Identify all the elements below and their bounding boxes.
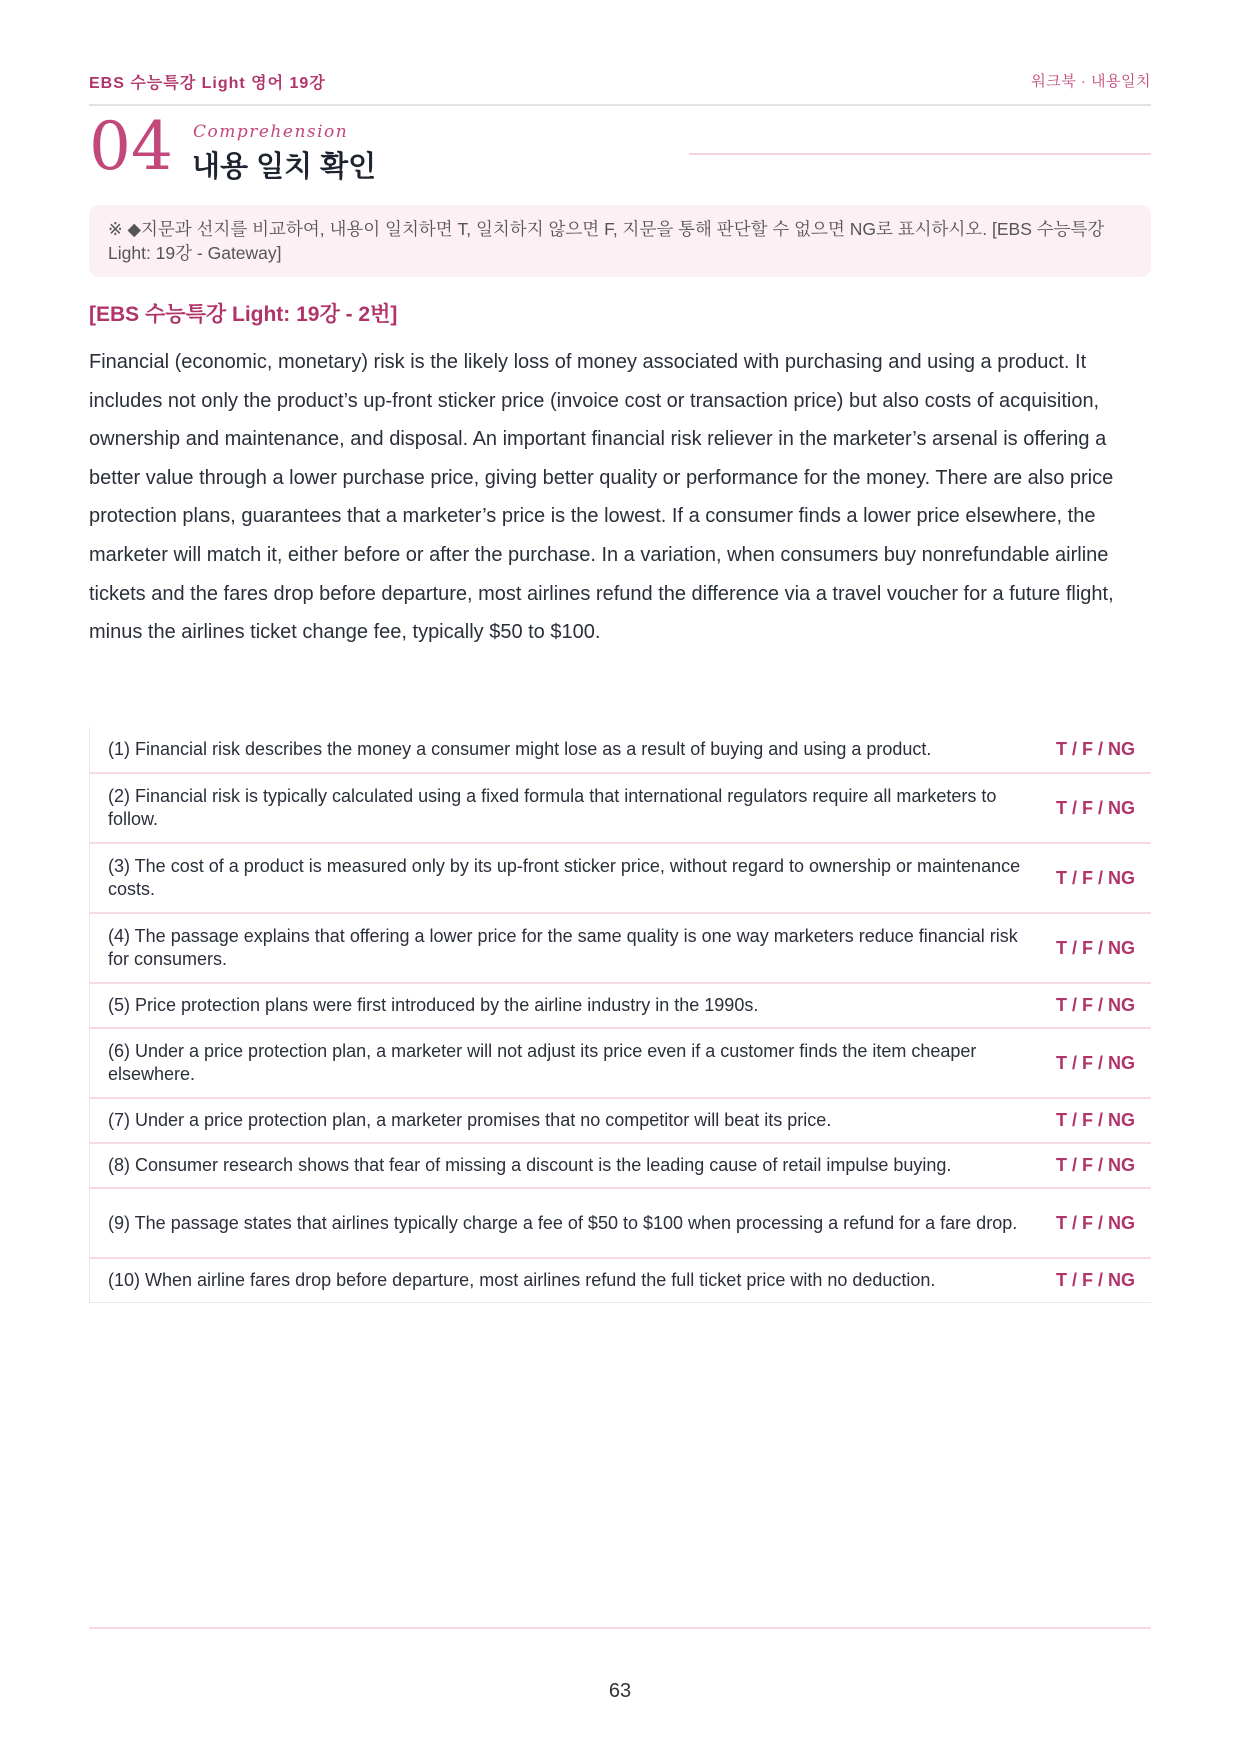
page-number: 63 — [608, 1680, 632, 1702]
question-text: (4) The passage explains that offering a lower price for the same quality is one way marketers reduce financial risk for consumers. — [108, 926, 1018, 969]
question-text: (1) Financial risk describes the money a consumer might lose as a result of buying and using a product. — [108, 739, 932, 759]
answer-options[interactable]: T / F / NG — [1056, 1110, 1135, 1130]
answer-options[interactable]: T / F / NG — [1056, 797, 1135, 818]
question-text: (5) Price protection plans were first introduced by the airline industry in the 1990s. — [108, 995, 759, 1015]
instruction-box — [89, 205, 1151, 277]
question-row — [89, 1142, 1151, 1187]
section-number: 04 — [89, 108, 173, 185]
answer-options[interactable]: T / F / NG — [1056, 1270, 1135, 1290]
question-row — [89, 1257, 1151, 1302]
answer-options[interactable]: T / F / NG — [1056, 995, 1135, 1015]
question-text: (9) The passage states that airlines typically charge a fee of $50 to $100 when processing a refund for a fare drop. — [108, 1212, 1018, 1233]
question-row — [89, 1027, 1151, 1097]
page-header — [89, 66, 1151, 106]
question-row — [89, 1187, 1151, 1257]
answer-options[interactable]: T / F / NG — [1056, 1212, 1135, 1233]
source-title: [EBS 수능특강 Light: 19강 - 2번] — [89, 303, 398, 326]
answer-options[interactable]: T / F / NG — [1056, 739, 1135, 759]
header-section-label: 워크북 · 내용일치 — [1031, 73, 1151, 90]
header-book-title: EBS 수능특강 Light 영어 19강 — [89, 75, 326, 92]
question-text: (7) Under a price protection plan, a marketer promises that no competitor will beat its price. — [108, 1110, 832, 1130]
passage-text: Financial (economic, monetary) risk is the likely loss of money associated with purchasing and using a product. It includes not only the product’s up-front sticker price (invoice cost or transaction price) but also costs of acquisition, ownership and maintenance, and disposal. An important financial risk reliever in the marketer’s arsenal is offering a better value through a lower purchase price, giving better quality or performance for the money. There are also price protection plans, guarantees that a marketer’s price is the lowest. If a consumer finds a lower price elsewhere, the marketer will match it, either before or after the purchase. In a variation, when consumers buy nonrefundable airline tickets and the fares drop before departure, most airlines refund the difference via a travel voucher for a future flight, minus the airlines ticket change fee, typically $50 to $100. — [89, 351, 1114, 644]
footer-divider — [89, 1627, 1151, 1629]
question-text: (6) Under a price protection plan, a marketer will not adjust its price even if a customer finds the item cheaper elsewhere. — [108, 1041, 977, 1084]
answer-options[interactable]: T / F / NG — [1056, 937, 1135, 958]
question-text: (2) Financial risk is typically calculated using a fixed formula that international regulators require all marketers to follow. — [108, 786, 997, 829]
answer-options[interactable]: T / F / NG — [1056, 1155, 1135, 1175]
answer-options[interactable]: T / F / NG — [1056, 1052, 1135, 1073]
instruction-text: ※ ◆지문과 선지를 비교하여, 내용이 일치하면 T, 일치하지 않으면 F, 지문을 통해 판단할 수 없으면 NG로 표시하시오. [EBS 수능특강 Light: 19강 - Gateway] — [108, 219, 1105, 263]
question-row — [89, 727, 1151, 772]
section-divider — [689, 153, 1151, 155]
question-row — [89, 982, 1151, 1027]
question-row — [89, 912, 1151, 982]
section-subtitle-en: Comprehension — [193, 122, 349, 142]
section-title-ko: 내용 일치 확인 — [192, 151, 377, 183]
question-list — [89, 727, 1151, 1303]
question-text: (10) When airline fares drop before departure, most airlines refund the full ticket price with no deduction. — [108, 1270, 936, 1290]
question-row — [89, 772, 1151, 842]
question-text: (8) Consumer research shows that fear of missing a discount is the leading cause of retail impulse buying. — [108, 1155, 952, 1175]
question-text: (3) The cost of a product is measured only by its up-front sticker price, without regard to ownership or maintenance costs. — [108, 856, 1021, 899]
question-row — [89, 1097, 1151, 1142]
question-row — [89, 842, 1151, 912]
section-title — [89, 110, 1151, 190]
answer-options[interactable]: T / F / NG — [1056, 867, 1135, 888]
